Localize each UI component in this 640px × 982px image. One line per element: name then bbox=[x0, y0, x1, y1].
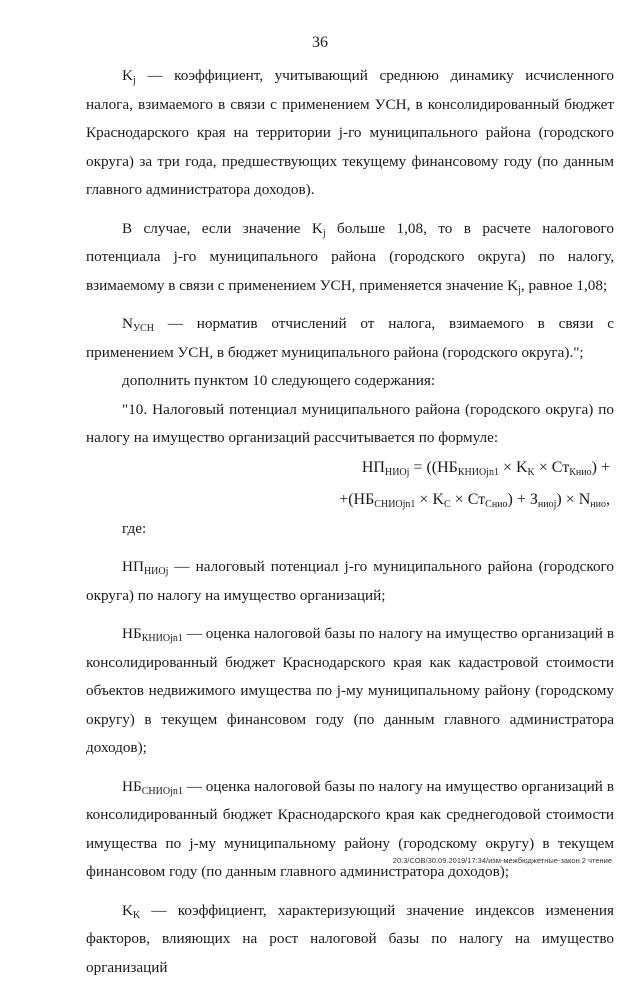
document-body bbox=[86, 62, 614, 982]
paragraph-nbs-definition: $НБ_{СНИОjn1}$ — оценка налоговой базы по налогу на имущество организаций в консолидированный бюджет Краснодарского края как среднегодовой стоимости имущества по j-му муниципальному району (городскому округу) в текущем финансовом году (по данным главного администратора доходов); bbox=[86, 773, 614, 887]
formula-line-1: $НП_{НИОj} = ((НБ_{КНИОjn1} \times K_K \times Ст_{Книо})$ + bbox=[86, 453, 614, 483]
document-footer: 20.3/СОВ/30.09.2019/17:34/изм-межбюджетные-закон 2 чтение bbox=[393, 856, 612, 865]
page-number: 36 bbox=[0, 34, 640, 52]
paragraph-where: где: bbox=[86, 515, 614, 544]
paragraph-np-definition: $НП_{НИОj}$ — налоговый потенциал j-го муниципального района (городского округа) по налогу на имущество организаций; bbox=[86, 553, 614, 610]
paragraph-nusn-definition: $N_{УСН}$ — норматив отчислений от налога, взимаемого в связи с применением УСН, в бюджет муниципального района (городского округа)."; bbox=[86, 310, 614, 367]
paragraph-supplement: дополнить пунктом 10 следующего содержания: bbox=[86, 367, 614, 396]
paragraph-point-10: "10. Налоговый потенциал муниципального района (городского округа) по налогу на имущество организаций рассчитывается по формуле: bbox=[86, 396, 614, 453]
formula-line-2: $+(НБ_{СНИОjn1} \times K_C \times Ст_{Снио}) + З_{ниоj}) \times N_{нио}$, bbox=[86, 485, 614, 515]
paragraph-kj-definition: $K_j$ — коэффициент, учитывающий среднюю динамику исчисленного налога, взимаемого в связи с применением УСН, в консолидированный бюджет Краснодарского края на территории j-го муниципального района (городского округа) за три года, предшествующих текущему финансовому году (по данным главного администратора доходов). bbox=[86, 62, 614, 205]
paragraph-kk-definition: $K_K$ — коэффициент, характеризующий значение индексов изменения факторов, влияющих на рост налоговой базы по налогу на имущество организаций bbox=[86, 897, 614, 982]
paragraph-nbk-definition: $НБ_{КНИОjn1}$ — оценка налоговой базы по налогу на имущество организаций в консолидированный бюджет Краснодарского края как кадастровой стоимости объектов недвижимого имущества по j-му муниципальному району (городскому округу) в текущем финансовом году (по данным главного администратора доходов); bbox=[86, 620, 614, 763]
paragraph-case: В случае, если значение $K_j$ больше 1,08, то в расчете налогового потенциала j-го муниципального района (городского округа) по налогу, взимаемому в связи с применением УСН, применяется значение $K_j$, равное 1,08; bbox=[86, 215, 614, 301]
